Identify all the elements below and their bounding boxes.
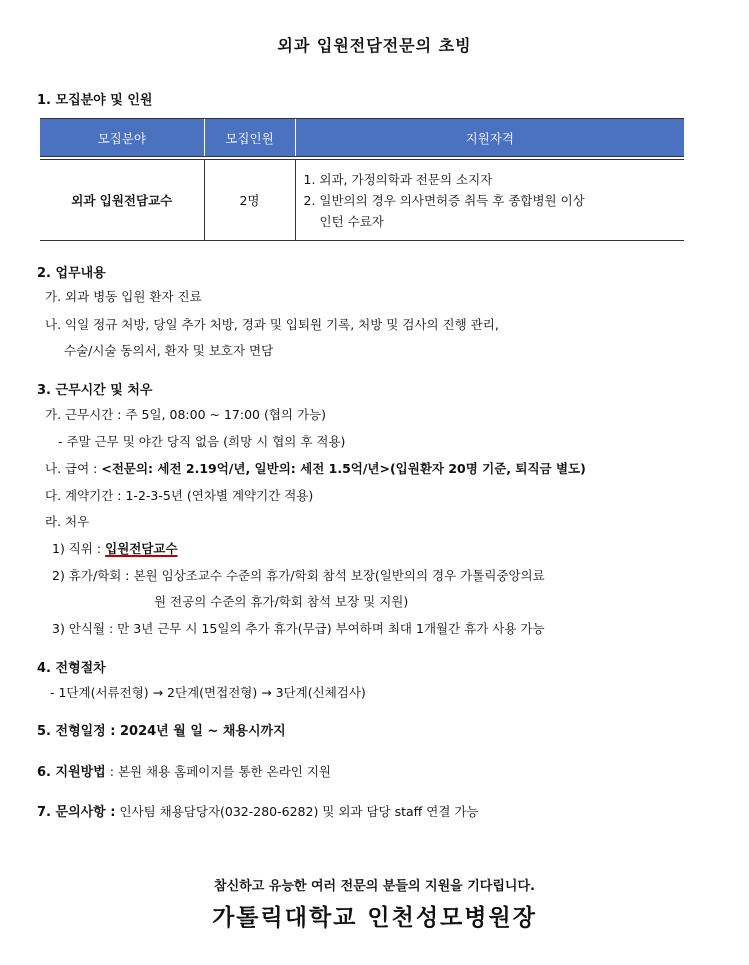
section-7-line [37, 801, 479, 820]
header-field: 모집분야 [40, 119, 204, 157]
selection-steps: - 1단계(서류전형) → 2단계(면접전형) → 3단계(신체검사) [50, 685, 366, 700]
duty-item: 가. 외과 병동 입원 환자 진료 [45, 289, 202, 304]
section-6-text: : 본원 채용 홈페이지를 통한 온라인 지원 [105, 764, 331, 779]
duty-item: 나. 익일 정규 처방, 당일 추가 처방, 경과 및 입퇴원 기록, 처방 및 검사의 진행 관리, [45, 317, 499, 332]
position-line [52, 539, 178, 557]
header-count: 모집인원 [204, 119, 295, 157]
position-label: 1) 직위 : [52, 541, 106, 556]
salary-label: 나. 급여 : [45, 461, 102, 476]
cell-qualifications [295, 160, 684, 241]
sabbatical-line: 3) 안식월 : 만 3년 근무 시 15일의 추가 휴가(무급) 부여하며 최대 1개월간 휴가 사용 가능 [52, 621, 545, 636]
section-4-heading: 4. 전형절차 [37, 661, 106, 676]
work-hours: 가. 근무시간 : 주 5일, 08:00 ~ 17:00 (협의 가능) [45, 407, 326, 422]
duty-item: 수술/시술 동의서, 환자 및 보호자 면담 [64, 343, 274, 358]
section-3-heading: 3. 근무시간 및 처우 [37, 383, 153, 398]
section-7-text: 인사팀 채용담당자(032-280-6282) 및 외과 담당 staff 연결 가능 [115, 804, 479, 819]
cell-count: 2명 [204, 160, 295, 241]
section-7-heading: 7. 문의사항 : [37, 805, 116, 820]
recruitment-table [40, 118, 684, 241]
section-2-heading: 2. 업무내용 [37, 266, 106, 281]
work-hours-note: - 주말 근무 및 야간 당직 없음 (희망 시 협의 후 적용) [58, 434, 346, 449]
qualification-item: 1. 외과, 가정의학과 전문의 소지자 [303, 171, 493, 187]
page-title: 외과 입원전담전문의 초빙 [277, 36, 472, 55]
section-6-line [37, 761, 331, 780]
salary-line [45, 459, 586, 477]
leave-line: 2) 휴가/학회 : 본원 임상조교수 수준의 휴가/학회 참석 보장(일반의의 경우 가톨릭중앙의료 [52, 568, 545, 583]
section-1-heading: 1. 모집분야 및 인원 [37, 93, 153, 108]
contract-period: 다. 계약기간 : 1-2-3-5년 (연차별 계약기간 적용) [45, 488, 314, 503]
leave-line: 원 전공의 수준의 휴가/학회 참석 보장 및 지원) [154, 594, 409, 609]
qualification-item: 2. 일반의의 경우 의사면허증 취득 후 종합병원 이상 [303, 192, 585, 208]
table-row [40, 160, 684, 241]
position-value: 입원전담교수 [105, 541, 178, 556]
section-5-schedule: 5. 전형일정 : 2024년 월 일 ~ 채용시까지 [37, 724, 286, 739]
section-6-heading: 6. 지원방법 [37, 765, 106, 780]
signature: 가톨릭대학교 인천성모병원장 [212, 905, 537, 931]
qualification-item: 인턴 수료자 [319, 213, 384, 229]
table-header-row [40, 119, 684, 157]
header-qualification: 지원자격 [295, 119, 684, 157]
closing-message: 참신하고 유능한 여러 전문의 분들의 지원을 기다립니다. [214, 879, 535, 894]
salary-value: <전문의: 세전 2.19억/년, 일반의: 세전 1.5억/년>(입원환자 20명 기준, 퇴직금 별도) [101, 461, 586, 476]
cell-field: 외과 입원전담교수 [40, 160, 204, 241]
treatment-label: 라. 처우 [45, 514, 90, 529]
